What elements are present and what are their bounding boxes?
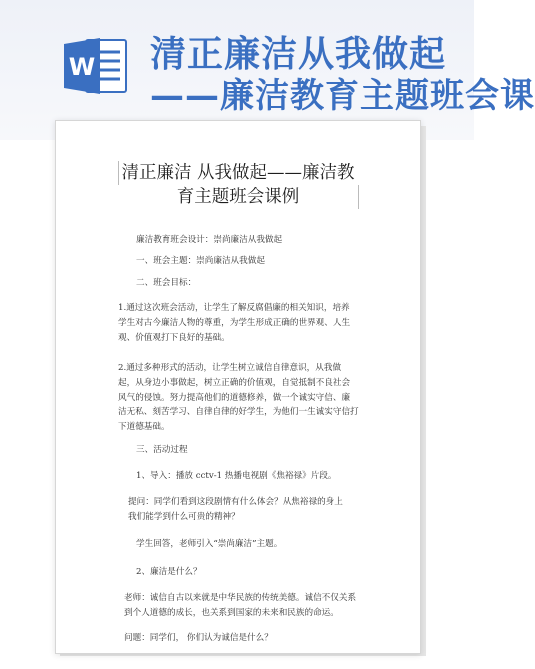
paragraph-line: 起，从身边小事做起，树立正确的价值观，自觉抵制不良社会 — [118, 377, 351, 388]
svg-text:W: W — [68, 53, 96, 81]
banner — [0, 0, 535, 140]
paragraph-line: 提问：同学们看到这段剧情有什么体会？从焦裕禄的身上 — [128, 497, 343, 507]
paragraph-line: 风气的侵蚀。努力提高他们的道德修养，做一个诚实守信、廉 — [118, 392, 351, 403]
goal-paragraph-1 — [118, 301, 390, 345]
step-1-line: 1、导入：播放 cctv-1 热播电视剧《焦裕禄》片段。 — [136, 471, 337, 481]
banner-title-line2: ——廉洁教育主题班会课 — [150, 76, 535, 116]
teacher-paragraph — [124, 591, 396, 621]
paragraph-line: 学生对古今廉洁人物的尊重，为学生形成正确的世界观、人生 — [118, 317, 351, 328]
paragraph-line: 到个人道德的成长，也关系到国家的未来和民族的命运。 — [124, 607, 339, 618]
process-heading: 三、活动过程 — [136, 445, 188, 455]
answer-1-line: 学生回答，老师引入“崇尚廉洁”主题。 — [136, 539, 283, 549]
paragraph-line: 我们能学到什么可贵的精神？ — [128, 511, 240, 522]
document-title-line1: 清正廉洁 从我做起——廉洁教 — [121, 163, 355, 183]
question-2-line: 问题：同学们， 你们认为诚信是什么？ — [124, 633, 273, 643]
document-title-line2: 育主题班会课例 — [176, 187, 300, 207]
paragraph-line: 观、价值观打下良好的基础。 — [118, 332, 230, 343]
design-line: 廉洁教育班会设计：崇尚廉洁从我做起 — [136, 235, 283, 245]
paragraph-line: 2.通过多种形式的活动，让学生树立诚信自律意识，从我做 — [118, 363, 342, 373]
paragraph-line: 下道德基础。 — [118, 422, 170, 433]
paragraph-line: 洁无私、刻苦学习、自律自律的好学生，为他们一生诚实守信打 — [118, 407, 359, 418]
step-2-line: 2、廉洁是什么？ — [136, 567, 202, 577]
goal-paragraph-2 — [118, 361, 390, 435]
goals-heading: 二、班会目标： — [136, 278, 197, 288]
theme-line: 一、班会主题：崇尚廉洁从我做起 — [136, 256, 265, 266]
paragraph-line: 1.通过这次班会活动，让学生了解反腐倡廉的相关知识，培养 — [118, 303, 350, 313]
document-page — [55, 120, 421, 654]
word-icon — [62, 34, 130, 98]
question-1-paragraph — [128, 495, 400, 525]
paragraph-line: 老师：诚信自古以来就是中华民族的传统美德。诚信不仅关系 — [124, 593, 357, 603]
banner-title-line1: 清正廉洁从我做起 — [150, 34, 447, 75]
